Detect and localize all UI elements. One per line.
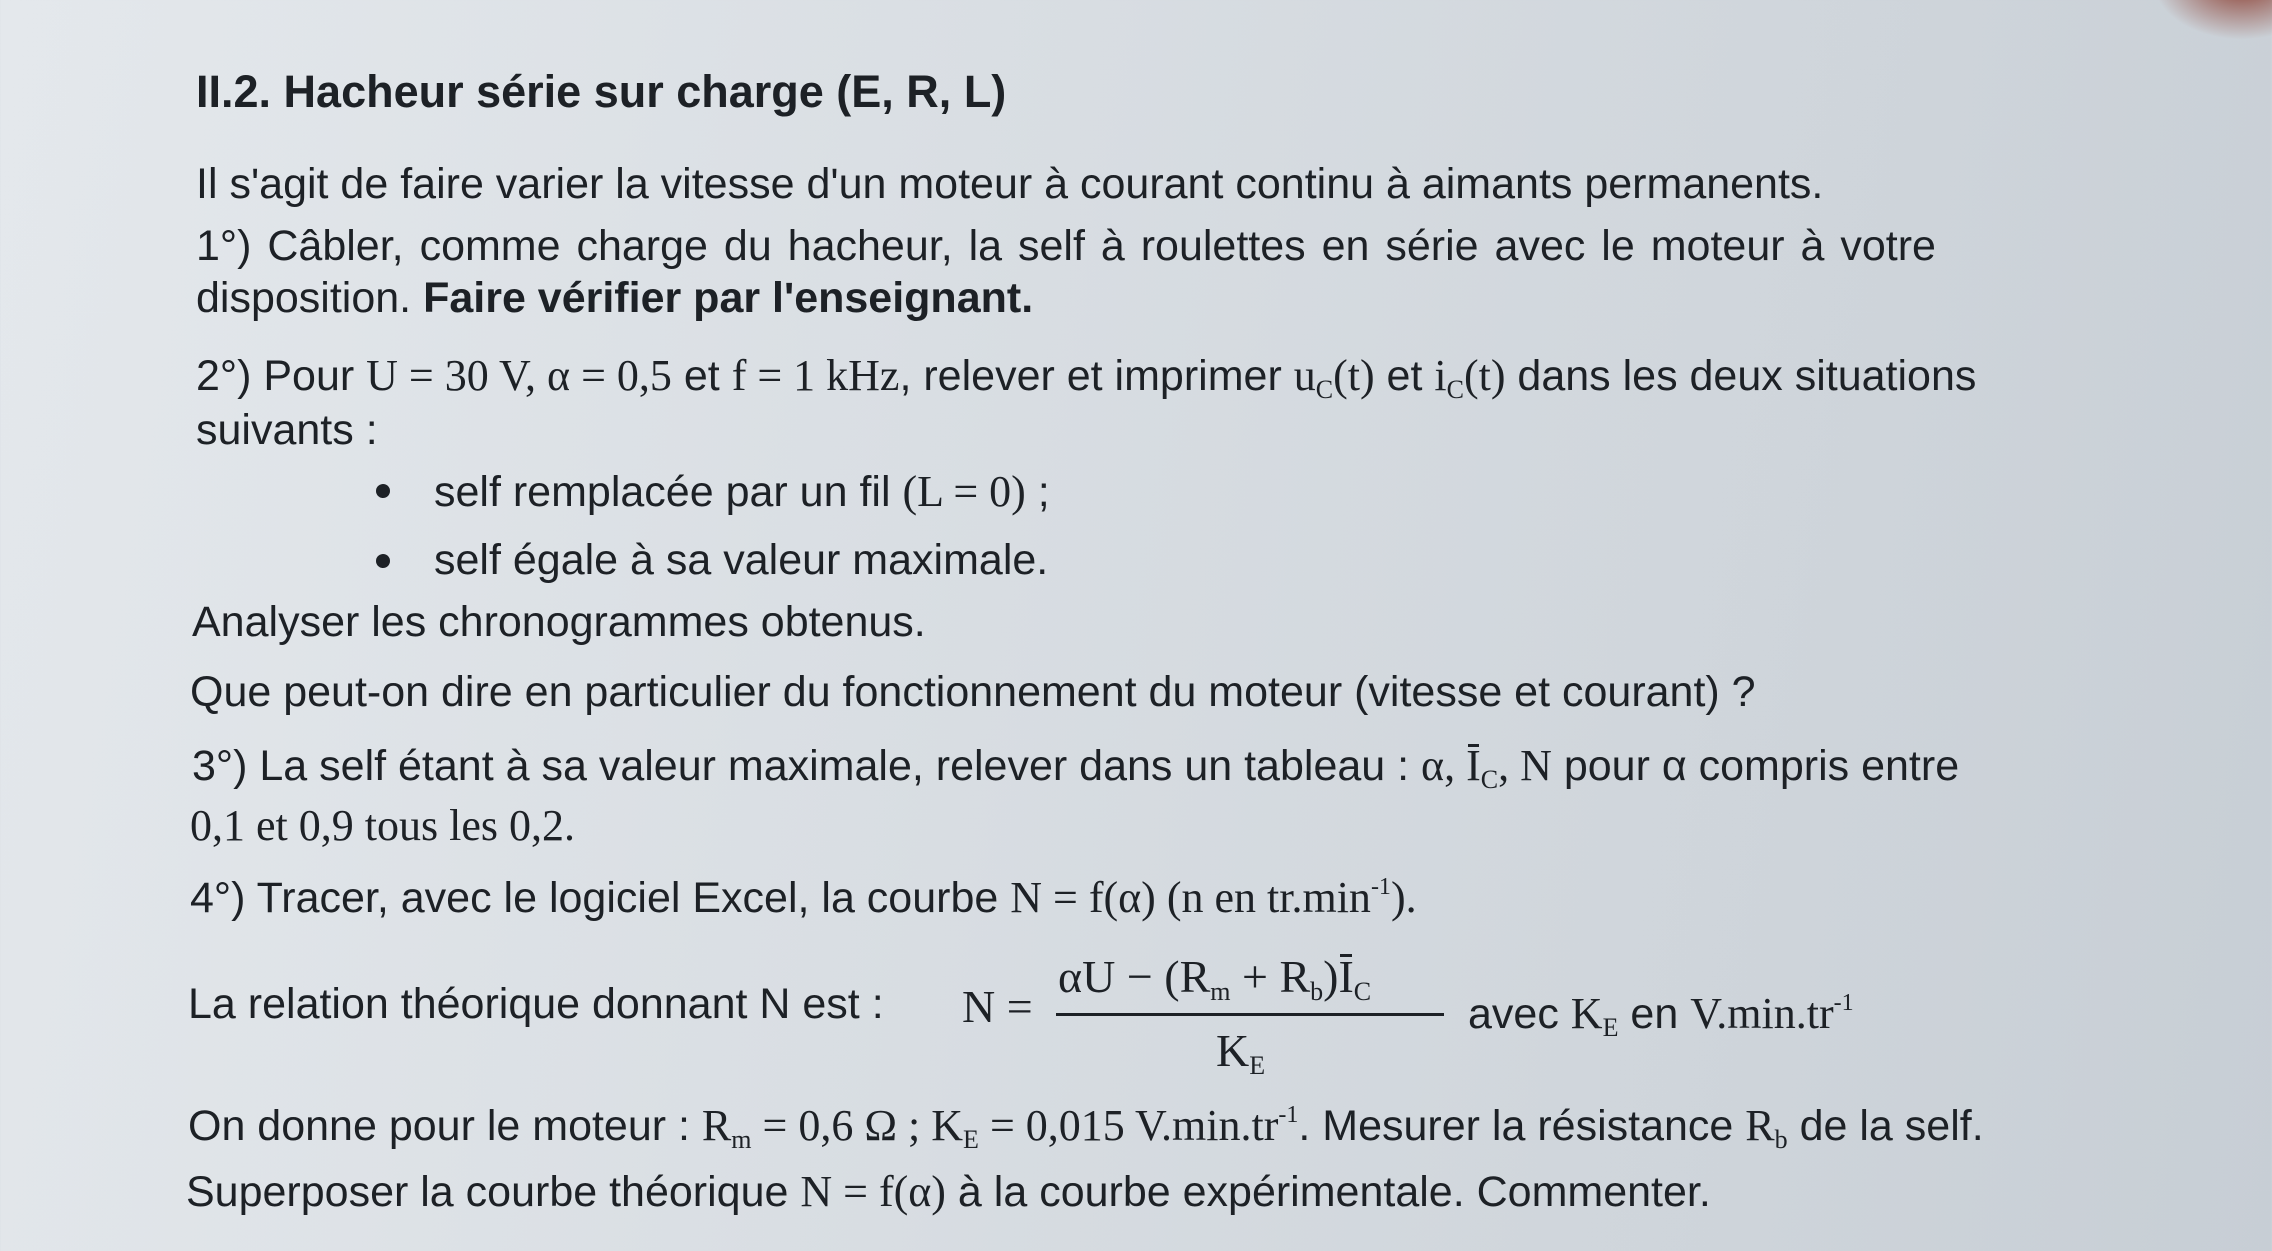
q1-line2 <box>196 274 1033 323</box>
alpha-symbol: α, <box>1421 741 1467 790</box>
q2-frequency: f = 1 kHz <box>731 351 900 400</box>
speed-unit: $tr.\min^{-1}$ <box>1267 873 1391 922</box>
formula-unit-note: avec $K_E$ en $V.\min.tr^{-1}$ <box>1468 989 1854 1042</box>
q2-et2: et <box>1374 352 1435 400</box>
q4-line: 4°) Tracer, avec le logiciel Excel, la courbe N = f(α) (n en $tr.\min^{-1}$). <box>190 873 1417 922</box>
rb-symbol: $R_b$ <box>1745 1101 1788 1154</box>
q2-line2: suivants : <box>196 406 378 454</box>
q2-mid: , relever et imprimer <box>899 352 1294 400</box>
ic-symbol: $i_C(t)$ <box>1434 351 1506 404</box>
uc-symbol: $u_C(t)$ <box>1293 351 1375 404</box>
rm-value: $R_m = 0,6$ Ω ; $K_E = 0,015$ $V.\min.tr^{-1}$ <box>701 1101 1299 1154</box>
formula-lhs: N = <box>962 981 1033 1032</box>
q1-verify-instruction: Faire vérifier par l'enseignant. <box>423 274 1034 322</box>
ic-mean-symbol: $I_C$, N <box>1466 741 1552 794</box>
q2-et: et <box>671 352 732 400</box>
q3-line1: 3°) La self étant à sa valeur maximale, relever dans un tableau : α, $I_C$, N pour α compris entre <box>192 741 1960 794</box>
analyse-instruction: Analyser les chronogrammes obtenus. <box>192 598 926 646</box>
ke-symbol: $K_E$ <box>1570 989 1619 1042</box>
q2-end: dans les deux situations <box>1505 352 1977 400</box>
q1-line1: 1°) Câbler, comme charge du hacheur, la self à roulettes en série avec le moteur à votre <box>196 222 1936 270</box>
ke-unit: $V.\min.tr^{-1}$ <box>1690 989 1854 1038</box>
fraction-bar <box>1056 1013 1444 1016</box>
q2-line1 <box>196 350 1976 405</box>
given-values-line: On donne pour le moteur : $R_m = 0,6$ Ω ; $K_E = 0,015$ $V.\min.tr^{-1}$. Mesurer la résistance $R_b$ de la self. <box>188 1101 1984 1154</box>
q3-line2: 0,1 et 0,9 tous les 0,2. <box>190 801 575 850</box>
page-corner-shadow <box>2152 0 2272 40</box>
formula-label: La relation théorique donnant N est : <box>188 980 884 1028</box>
bullet-item-1: self remplacée par un fil (L = 0) ; <box>434 467 1050 516</box>
n-of-alpha-math: N = f(α) <box>800 1167 946 1216</box>
q2-question: Que peut-on dire en particulier du fonctionnement du moteur (vitesse et courant) ? <box>190 668 1756 716</box>
superpose-line: Superposer la courbe théorique N = f(α) à la courbe expérimentale. Commenter. <box>186 1167 1711 1216</box>
l-zero-math: (L = 0) <box>902 467 1026 516</box>
q2-prefix: 2°) Pour <box>196 352 367 400</box>
q2-condition: U = 30 V, α = 0,5 <box>366 351 672 400</box>
n-of-alpha-math: N = f(α) <box>1010 873 1156 922</box>
section-heading: II.2. Hacheur série sur charge (E, R, L) <box>196 66 1007 117</box>
bullet-icon <box>376 554 390 568</box>
bullet-icon <box>376 484 390 498</box>
formula-numerator: $\alpha U - (R_m + R_b)I_C$ <box>1058 951 1372 1006</box>
bullet-item-2: self égale à sa valeur maximale. <box>434 536 1049 584</box>
formula-denominator: $K_E$ <box>1216 1025 1266 1080</box>
q1-line2-text: disposition. <box>196 274 424 322</box>
intro-paragraph: Il s'agit de faire varier la vitesse d'un moteur à courant continu à aimants permanents. <box>196 160 1824 208</box>
